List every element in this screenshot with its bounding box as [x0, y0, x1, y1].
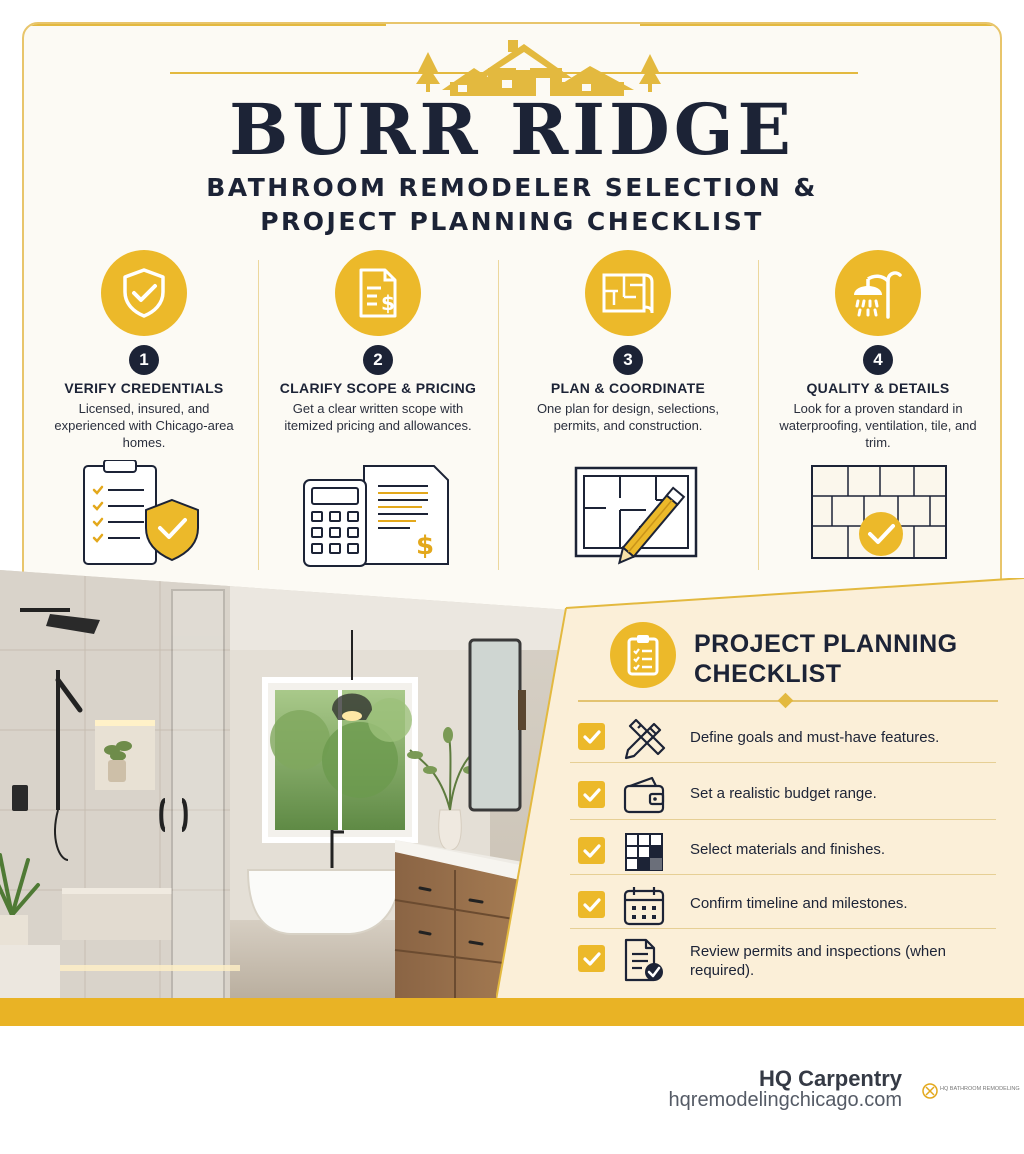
footer-gold-band — [0, 998, 1024, 1026]
step-description: Licensed, insured, and experienced with Chicago-area homes. — [54, 401, 234, 450]
step-number: 1 — [129, 345, 159, 375]
hq-logo-icon — [922, 1083, 938, 1099]
checkbox-checked-icon — [578, 891, 605, 918]
bathroom-photo — [0, 570, 570, 1000]
step-3 — [508, 250, 748, 570]
steps-row — [24, 250, 1000, 580]
checklist-item — [570, 884, 1000, 940]
checklist-item — [570, 938, 1000, 994]
step-divider — [498, 260, 499, 570]
step-4 — [758, 250, 998, 570]
company-logo — [922, 1083, 1022, 1099]
checklist-title — [694, 629, 958, 689]
row-divider — [570, 762, 996, 763]
subtitle-line-2: PROJECT PLANNING CHECKLIST — [260, 207, 764, 236]
clipboard-checklist-icon — [610, 622, 676, 688]
checklist-item-text: Review permits and inspections (when required). — [690, 943, 946, 979]
shield-check-icon — [101, 250, 187, 336]
checklist-item-text: Define goals and must-have features. — [690, 729, 940, 746]
checklist-item-text: Set a realistic budget range. — [690, 785, 877, 802]
page-title: BURR RIDGE — [229, 88, 795, 171]
step-title: CLARIFY SCOPE & PRICING — [279, 380, 477, 396]
footer — [0, 1026, 1024, 1154]
step-1 — [24, 250, 264, 570]
pencil-ruler-icon — [622, 716, 666, 760]
checklist-title-line-1: PROJECT PLANNING — [694, 630, 958, 658]
row-divider — [570, 819, 996, 820]
blueprint-icon — [585, 250, 671, 336]
page-subtitle — [24, 171, 1000, 239]
step-number: 2 — [363, 345, 393, 375]
subtitle-line-1: BATHROOM REMODELER SELECTION & — [206, 173, 818, 202]
company-name: HQ Carpentry — [758, 1066, 902, 1091]
checklist-title-line-2: CHECKLIST — [694, 660, 842, 688]
step-2 — [258, 250, 498, 570]
checklist-item-text: Select materials and finishes. — [690, 841, 886, 858]
step-description: One plan for design, selections, permits, and construction. — [536, 401, 720, 433]
company-url[interactable]: hqremodelingchicago.com — [668, 1089, 902, 1111]
clipboard-shield-icon — [64, 460, 224, 570]
project-planning-checklist — [570, 614, 1010, 998]
calculator-invoice-icon — [298, 460, 458, 570]
floorplan-pencil-icon — [548, 460, 708, 570]
divider-diamond — [778, 693, 794, 709]
document-check-icon — [622, 938, 666, 982]
checkbox-checked-icon — [578, 723, 605, 750]
header-card — [22, 22, 1002, 622]
checklist-item-text: Confirm timeline and milestones. — [690, 895, 908, 912]
checklist-item — [570, 716, 1000, 772]
step-number: 3 — [613, 345, 643, 375]
checkbox-checked-icon — [578, 945, 605, 972]
step-title: QUALITY & DETAILS — [806, 380, 950, 396]
deco-line-left — [24, 24, 386, 26]
wallet-icon — [622, 774, 666, 818]
row-divider — [570, 928, 996, 929]
row-divider — [570, 874, 996, 875]
calendar-icon — [622, 884, 666, 928]
shower-head-icon — [835, 250, 921, 336]
logo-text: HQ BATHROOM REMODELING — [940, 1086, 1020, 1092]
swatch-grid-icon — [622, 830, 666, 874]
checklist-item — [570, 830, 1000, 886]
document-dollar-icon — [335, 250, 421, 336]
checklist-item — [570, 774, 1000, 830]
checkbox-checked-icon — [578, 781, 605, 808]
step-number: 4 — [863, 345, 893, 375]
checkbox-checked-icon — [578, 837, 605, 864]
step-description: Look for a proven standard in waterproofing, ventilation, tile, and trim. — [779, 401, 977, 450]
deco-line-right — [640, 24, 1002, 26]
step-title: PLAN & COORDINATE — [550, 380, 706, 396]
step-title: VERIFY CREDENTIALS — [64, 380, 224, 396]
step-description: Get a clear written scope with itemized pricing and allowances. — [284, 401, 472, 433]
svg-text:$: $ — [416, 531, 435, 561]
tile-check-icon — [798, 460, 958, 570]
svg-text:$: $ — [381, 291, 395, 315]
